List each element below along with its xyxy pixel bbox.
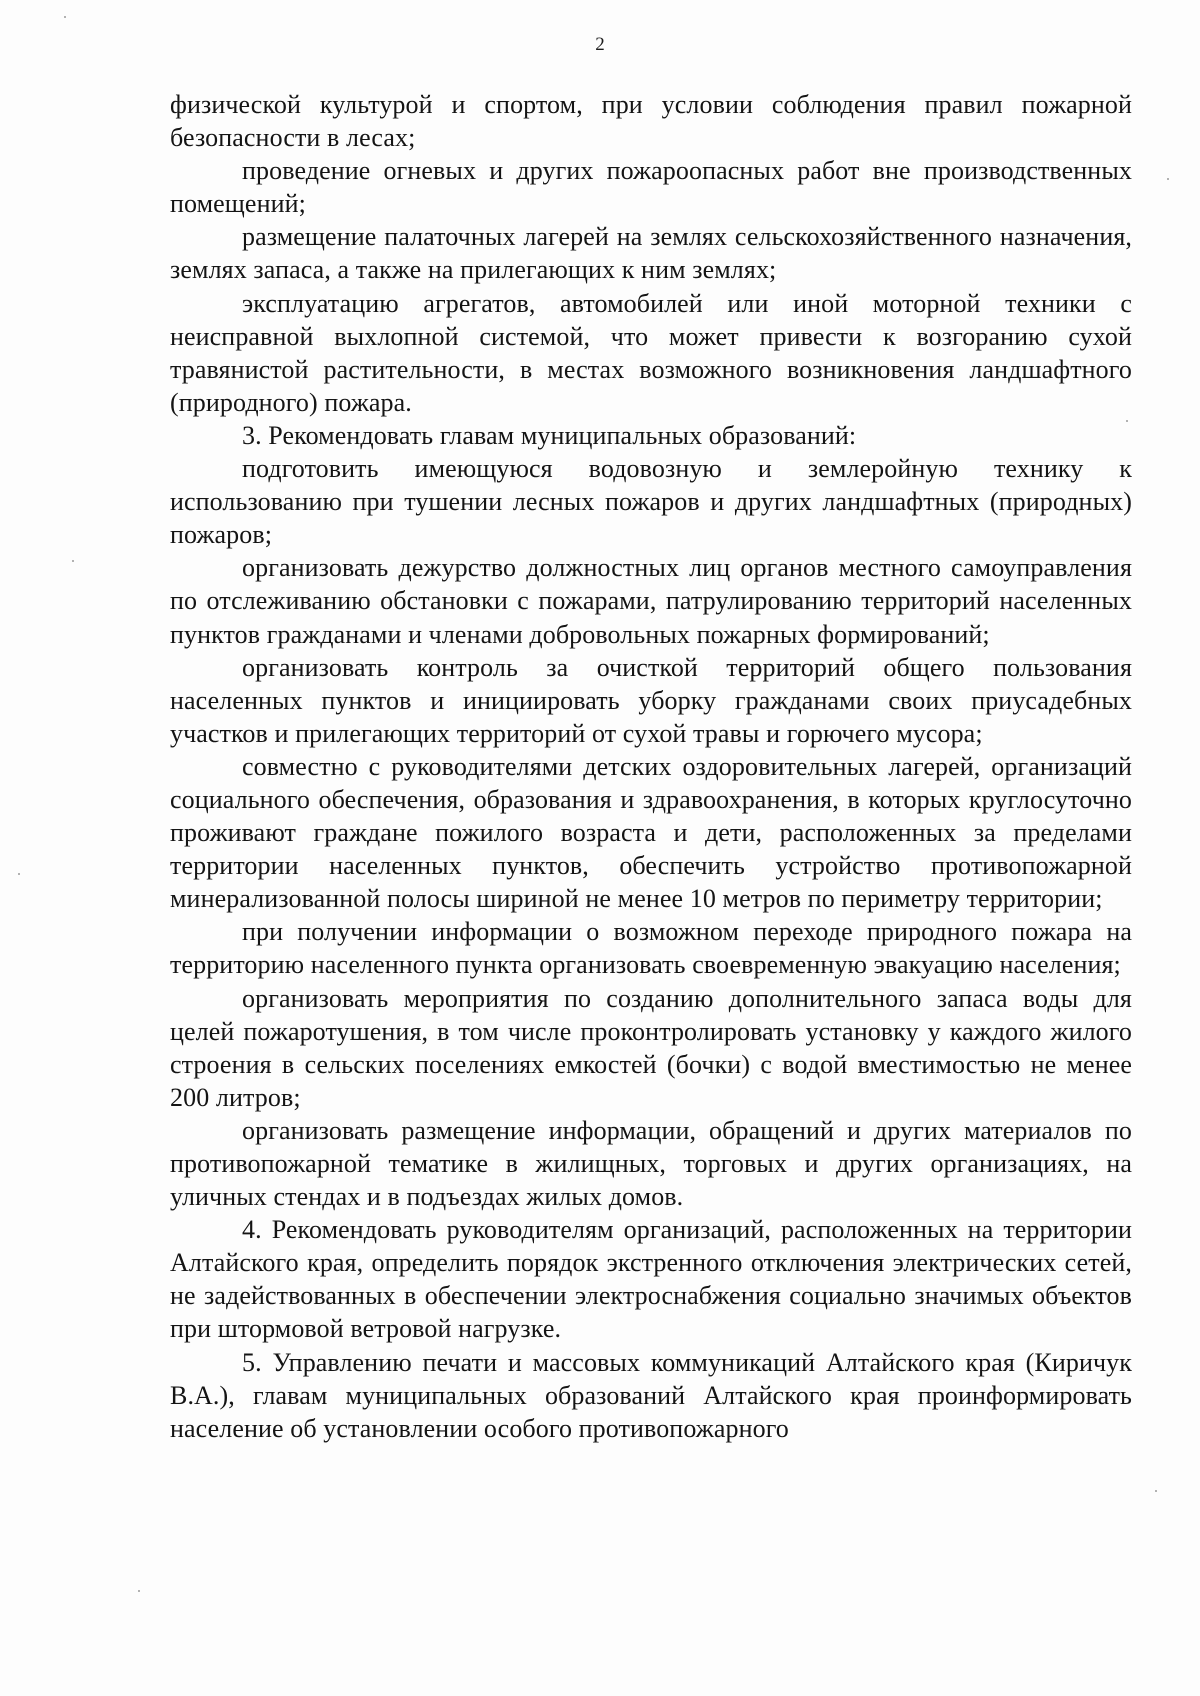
scan-speck — [18, 873, 20, 875]
paragraph: организовать контроль за очисткой территорий общего пользования населенных пунктов и инициировать уборку гражданами своих приусадебных участков и прилегающих территорий от сухой травы и горючего мусора; — [170, 652, 1132, 748]
scan-speck — [64, 16, 66, 18]
paragraph: организовать дежурство должностных лиц органов местного самоуправления по отслеживанию обстановки с пожарами, патрулированию территорий населенных пунктов гражданами и членами добровольных пожарных формирований; — [170, 553, 1132, 649]
page-number: 2 — [595, 34, 605, 55]
scan-speck — [1155, 1490, 1157, 1492]
paragraph: размещение палаточных лагерей на землях сельскохозяйственного назначения, землях запаса, а также на прилегающих к ним землях; — [170, 222, 1132, 285]
scan-speck — [72, 560, 74, 562]
paragraph: физической культурой и спортом, при условии соблюдения правил пожарной безопасности в лесах; — [170, 90, 1132, 153]
paragraph: совместно с руководителями детских оздоровительных лагерей, организаций социального обеспечения, образования и здравоохранения, в которых круглосуточно проживают граждане пожилого возраста и дети, расположенных за пределами территории населенных пунктов, обеспечить устройство противопожарной минерализованной полосы шириной не менее 10 метров по периметру территории; — [170, 751, 1132, 914]
scan-speck — [1167, 178, 1169, 180]
paragraph: при получении информации о возможном переходе природного пожара на территорию населенного пункта организовать своевременную эвакуацию населения; — [170, 917, 1132, 980]
paragraph: 4. Рекомендовать руководителям организаций, расположенных на территории Алтайского края, определить порядок экстренного отключения электрических сетей, не задействованных в обеспечении электроснабжения социально значимых объектов при штормовой ветровой нагрузке. — [170, 1215, 1132, 1344]
scan-speck — [1126, 420, 1128, 422]
paragraph: 5. Управлению печати и массовых коммуникаций Алтайского края (Киричук В.А.), главам муниципальных образований Алтайского края проинформировать население об установлении особого противопожарного — [170, 1347, 1132, 1443]
document-body — [170, 88, 1132, 1445]
paragraph: подготовить имеющуюся водовозную и землеройную технику к использованию при тушении лесных пожаров и других ландшафтных (природных) пожаров; — [170, 454, 1132, 550]
paragraph: организовать размещение информации, обращений и других материалов по противопожарной тематике в жилищных, торговых и других организациях, на уличных стендах и в подъездах жилых домов. — [170, 1115, 1132, 1212]
paragraph: эксплуатацию агрегатов, автомобилей или иной моторной техники с неисправной выхлопной системой, что может привести к возгоранию сухой травянистой растительности, в местах возможного возникновения ландшафтного (природного) пожара. — [170, 288, 1132, 417]
scan-speck — [138, 1590, 140, 1592]
paragraph: организовать мероприятия по созданию дополнительного запаса воды для целей пожаротушения, в том числе проконтролировать установку у каждого жилого строения в сельских поселениях емкостей (бочки) с водой вместимостью не менее 200 литров; — [170, 983, 1132, 1112]
paragraph: 3. Рекомендовать главам муниципальных образований: — [242, 420, 857, 450]
paragraph: проведение огневых и других пожароопасных работ вне производственных помещений; — [170, 156, 1132, 219]
